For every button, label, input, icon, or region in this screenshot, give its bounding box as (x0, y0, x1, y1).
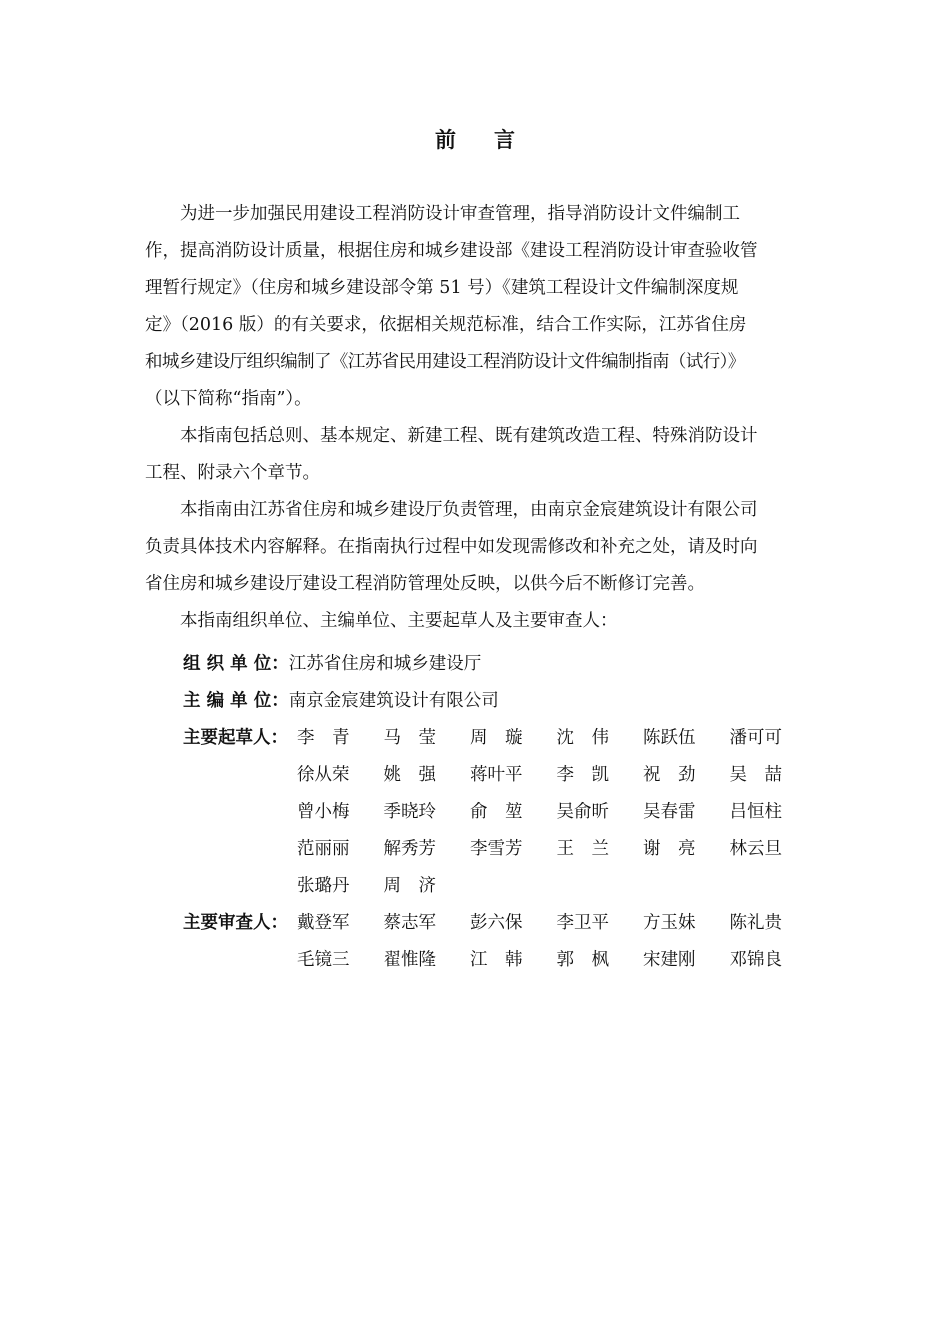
drafter-name: 蒋叶平 (470, 765, 523, 785)
organizer-label: 组 织 单 位： (183, 654, 289, 674)
drafter-name: 姚 强 (383, 765, 436, 785)
drafter-name: 马 莹 (383, 728, 436, 748)
paragraph-line: 本指南组织单位、主编单位、主要起草人及主要审查人： (180, 611, 618, 631)
drafter-name: 吴俞昕 (556, 802, 609, 822)
paragraph-line: 定》（2016 版）的有关要求，依据相关规范标准，结合工作实际，江苏省住房 (145, 315, 747, 335)
title-char-1: 前 (435, 127, 456, 152)
organizer-row (183, 646, 481, 683)
drafter-name: 吴春雷 (643, 802, 696, 822)
reviewers-row (297, 942, 816, 979)
reviewer-name: 方玉妹 (643, 913, 696, 933)
drafter-name: 曾小梅 (297, 802, 350, 822)
drafter-name: 张璐丹 (297, 876, 350, 896)
drafter-name: 李 青 (297, 728, 350, 748)
reviewer-name: 戴登军 (297, 913, 350, 933)
drafter-name: 吴 喆 (729, 765, 782, 785)
paragraph-line: 本指南由江苏省住房和城乡建设厅负责管理，由南京金宸建筑设计有限公司 (180, 500, 758, 520)
drafter-name: 潘可可 (729, 728, 782, 748)
drafter-name: 林云旦 (729, 839, 782, 859)
drafters-row (297, 868, 816, 905)
reviewer-name: 江 韩 (470, 950, 523, 970)
drafter-name: 祝 劲 (643, 765, 696, 785)
reviewer-name: 李卫平 (556, 913, 609, 933)
reviewers-row (297, 905, 816, 942)
drafter-name: 解秀芳 (383, 839, 436, 859)
reviewer-name: 蔡志军 (383, 913, 436, 933)
drafter-name: 周 璇 (470, 728, 523, 748)
title-char-2: 言 (494, 127, 515, 152)
drafters-label: 主要起草人： (183, 728, 288, 748)
drafter-name: 李 凯 (556, 765, 609, 785)
contents-paragraph (145, 418, 810, 492)
reviewer-name: 郭 枫 (556, 950, 609, 970)
reviewer-name: 宋建刚 (643, 950, 696, 970)
page-title (0, 124, 950, 154)
paragraph-line: 本指南包括总则、基本规定、新建工程、既有建筑改造工程、特殊消防设计 (180, 426, 758, 446)
paragraph-line: 为进一步加强民用建设工程消防设计审查管理，指导消防设计文件编制工 (180, 204, 740, 224)
reviewers-label: 主要审查人： (183, 913, 288, 933)
drafter-name: 俞 堃 (470, 802, 523, 822)
drafter-name: 徐从荣 (297, 765, 350, 785)
paragraph-line: （以下简称“指南”）。 (145, 389, 312, 409)
reviewer-name: 毛镜三 (297, 950, 350, 970)
drafter-name: 陈跃伍 (643, 728, 696, 748)
drafter-name: 季晓玲 (383, 802, 436, 822)
drafter-name: 李雪芳 (470, 839, 523, 859)
paragraph-line: 理暂行规定》（住房和城乡建设部令第 51 号）《建筑工程设计文件编制深度规 (145, 278, 739, 298)
reviewer-name: 彭六保 (470, 913, 523, 933)
drafter-name: 王 兰 (556, 839, 609, 859)
drafter-name: 沈 伟 (556, 728, 609, 748)
drafter-name: 吕恒柱 (729, 802, 782, 822)
chief-editor-value: 南京金宸建筑设计有限公司 (288, 691, 499, 711)
drafter-name: 周 济 (383, 876, 436, 896)
drafters-row (297, 794, 816, 831)
drafter-name: 范丽丽 (297, 839, 350, 859)
drafters-row (297, 720, 816, 757)
chief-editor-label: 主 编 单 位： (183, 691, 289, 711)
organizer-value: 江苏省住房和城乡建设厅 (288, 654, 482, 674)
paragraph-line: 负责具体技术内容解释。在指南执行过程中如发现需修改和补充之处，请及时向 (145, 537, 758, 557)
drafters-row (297, 831, 816, 868)
reviewer-name: 陈礼贵 (729, 913, 782, 933)
paragraph-line: 省住房和城乡建设厅建设工程消防管理处反映，以供今后不断修订完善。 (145, 574, 705, 594)
paragraph-line: 作，提高消防设计质量，根据住房和城乡建设部《建设工程消防设计审查验收管 (145, 241, 758, 261)
intro-paragraph (145, 196, 810, 418)
drafter-name: 谢 亮 (643, 839, 696, 859)
management-paragraph (145, 492, 810, 603)
drafters-list (297, 720, 816, 905)
paragraph-line: 工程、附录六个章节。 (145, 463, 320, 483)
reviewer-name: 翟惟隆 (383, 950, 436, 970)
paragraph-line: 和城乡建设厅组织编制了《江苏省民用建设工程消防设计文件编制指南（试行）》 (145, 352, 745, 372)
chief-editor-row (183, 683, 499, 720)
reviewer-name: 邓锦良 (729, 950, 782, 970)
credits-intro-paragraph (145, 603, 810, 640)
reviewers-list (297, 905, 816, 979)
drafters-row (297, 757, 816, 794)
